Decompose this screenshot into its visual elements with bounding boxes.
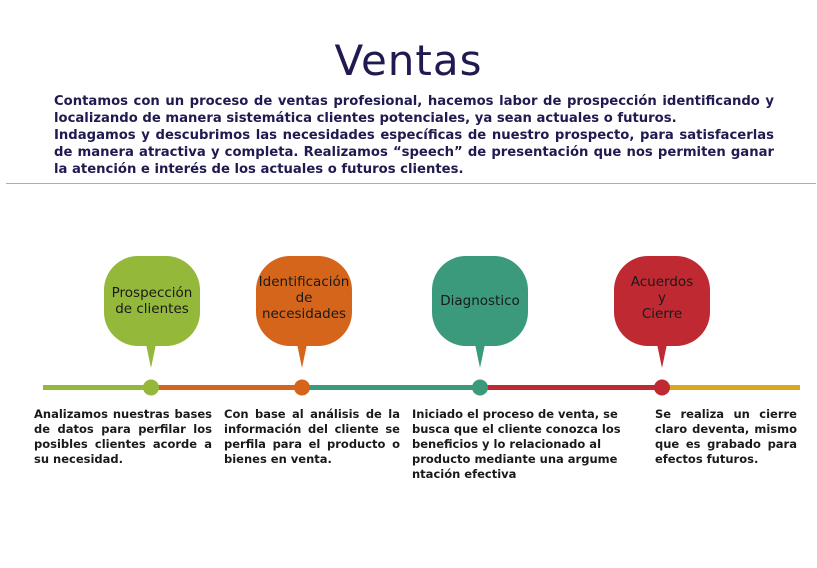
stage-description-identificacion: Con base al análisis de la información del cliente se perfila para el producto o bienes en venta.	[224, 407, 400, 466]
intro-paragraph-2: Indagamos y descubrimos las necesidades específicas de nuestro prospecto, para satisfacerlas de manera atractiva y completa. Realizamos “speech” de presentación que nos permiten ganar la atención e interés de los actuales o futuros clientes.	[54, 128, 774, 177]
intro-paragraph-1: Contamos con un proceso de ventas profesional, hacemos labor de prospección identificando y localizando de manera sistemática clientes potenciales, ya sean actuales o futuros.	[54, 94, 774, 126]
timeline-segment-yellow	[662, 385, 800, 390]
stage-label-acuerdos: Acuerdos y Cierre	[630, 274, 694, 322]
stage-bubble-acuerdos	[614, 256, 710, 346]
stage-bubble-prospeccion	[104, 256, 200, 346]
stage-bubble-diagnostico	[432, 256, 528, 346]
timeline-node-2	[294, 380, 310, 396]
stage-label-identificacion: Identificación de necesidades	[258, 274, 350, 322]
bubble-tail-1	[146, 344, 156, 368]
page-title: Ventas	[334, 36, 483, 85]
stage-label-diagnostico: Diagnostico	[440, 293, 520, 309]
stage-description-prospeccion: Analizamos nuestras bases de datos para perfilar los posibles clientes acorde a su necesidad.	[34, 407, 212, 466]
bubble-tail-2	[297, 344, 307, 368]
timeline-segment-teal	[301, 385, 480, 390]
bubble-tail-3	[475, 344, 485, 368]
stage-label-prospeccion: Prospección de clientes	[111, 285, 193, 317]
timeline-node-3	[472, 380, 488, 396]
timeline-segment-red	[480, 385, 662, 390]
timeline-segment-green	[43, 385, 151, 390]
timeline-segment-orange	[151, 385, 301, 390]
stage-bubble-identificacion	[256, 256, 352, 346]
stage-description-acuerdos: Se realiza un cierre claro deventa, mismo que es grabado para efectos futuros.	[655, 407, 797, 466]
timeline-node-4	[654, 380, 670, 396]
bubble-tail-4	[657, 344, 667, 368]
timeline-node-1	[143, 380, 159, 396]
stage-description-diagnostico: Iniciado el proceso de venta, se busca que el cliente conozca los beneficios y lo relacionado al producto mediante una argume ntación efectiva	[412, 407, 621, 481]
